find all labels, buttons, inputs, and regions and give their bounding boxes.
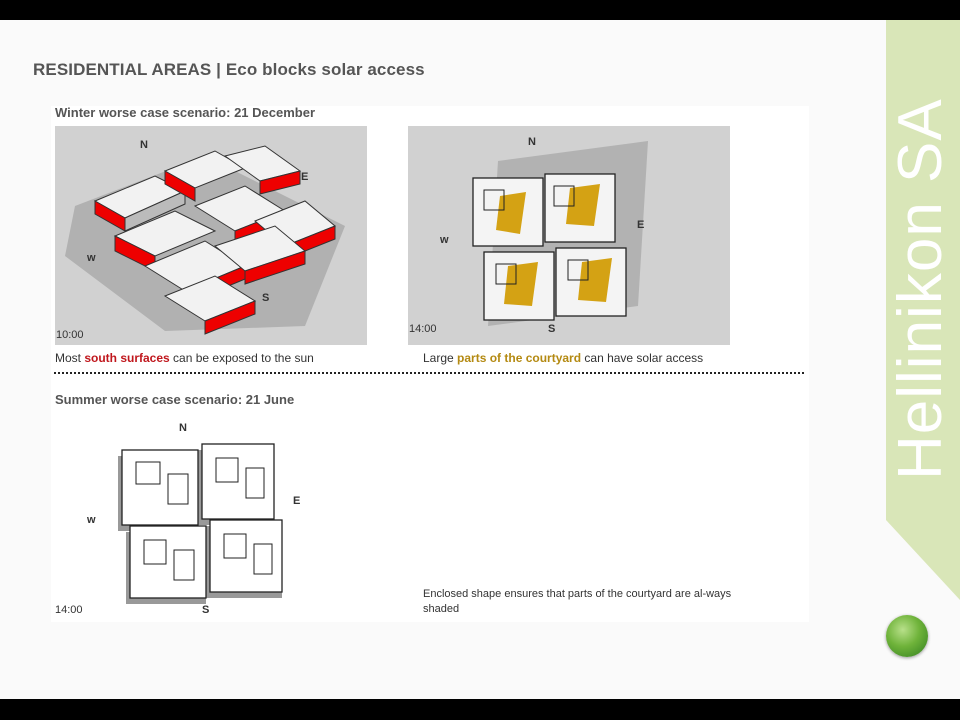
hellinikon-logo-icon <box>886 615 928 657</box>
slide-title: RESIDENTIAL AREAS | Eco blocks solar access <box>33 60 425 79</box>
time-label: 14:00 <box>409 323 437 335</box>
plan-blocks-diagram <box>408 126 730 345</box>
west-label: w <box>87 514 96 526</box>
east-label: E <box>293 495 301 507</box>
plan-blocks-diagram <box>90 420 330 620</box>
caption-highlight: parts of the courtyard <box>457 351 582 365</box>
south-label: S <box>262 292 270 304</box>
north-label: N <box>140 139 148 151</box>
winter-right-caption: Large parts of the courtyard can have solar access <box>423 351 704 365</box>
summer-heading: Summer worse case scenario: 21 June <box>55 392 295 407</box>
summer-plan-2pm <box>90 420 330 620</box>
west-label: w <box>440 234 449 246</box>
time-label: 14:00 <box>55 604 83 616</box>
north-label: N <box>179 422 187 434</box>
winter-left-caption: Most south surfaces can be exposed to the sun <box>55 351 314 365</box>
east-label: E <box>637 219 645 231</box>
winter-heading: Winter worse case scenario: 21 December <box>55 105 316 120</box>
time-label: 10:00 <box>56 329 84 341</box>
summer-note: Enclosed shape ensures that parts of the courtyard are al-ways shaded <box>423 588 732 615</box>
east-label: E <box>301 171 309 183</box>
caption-highlight: south surfaces <box>84 351 170 365</box>
north-label: N <box>528 136 536 148</box>
slide <box>0 20 960 699</box>
south-label: S <box>202 604 210 616</box>
section-divider <box>54 372 804 374</box>
axonometric-blocks-diagram <box>55 126 367 345</box>
winter-plan-2pm <box>408 126 730 345</box>
south-label: S <box>548 323 556 335</box>
west-label: w <box>87 252 96 264</box>
winter-axonometric-10am <box>55 126 367 345</box>
brand-wordmark: Hellinikon SA <box>886 98 955 480</box>
